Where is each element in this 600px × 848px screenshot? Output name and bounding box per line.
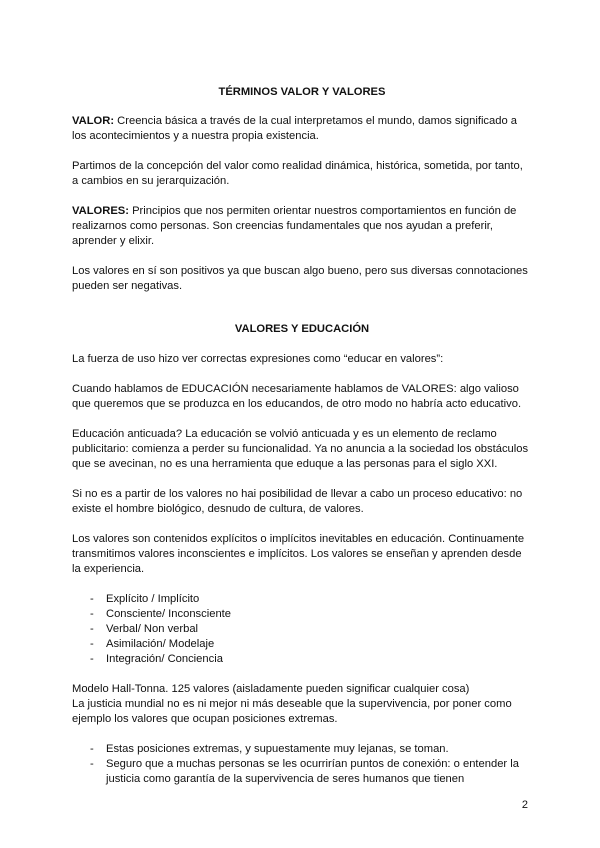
paragraph-proceso-educativo: Si no es a partir de los valores no hai posibilidad de llevar a cabo un proceso educativo: no existe el hombre biológico, desnudo de cultura, de valores. bbox=[72, 488, 523, 515]
paragraph-contenidos-explicitos: Los valores son contenidos explícitos o implícitos inevitables en educación. Continuamente transmitimos valores inconscientes e implícitos. Los valores se enseñan y aprenden desde la experiencia. bbox=[72, 533, 525, 575]
valores-text: Principios que nos permiten orientar nuestros comportamientos en función de realizarnos como personas. Son creencias fundamentales que nos ayudan a preferir, aprender y elixir. bbox=[72, 205, 517, 247]
page-number: 2 bbox=[521, 799, 528, 811]
list-item: - Explícito / Implícito bbox=[90, 592, 532, 607]
page-content bbox=[72, 85, 532, 787]
paragraph-valores-definition bbox=[72, 204, 532, 249]
valor-label: VALOR: bbox=[72, 115, 115, 127]
extremes-list bbox=[72, 742, 532, 787]
section-title-educacion: VALORES Y EDUCACIÓN bbox=[234, 323, 370, 335]
paragraph-fuerza-uso: La fuerza de uso hizo ver correctas expresiones como “educar en valores”: bbox=[72, 353, 444, 365]
section-title-terminos: TÉRMINOS VALOR Y VALORES bbox=[218, 86, 386, 98]
list-item: - Seguro que a muchas personas se les ocurrirían puntos de conexión: o entender la justicia como garantía de la supervivencia de seres humanos que tienen bbox=[90, 757, 532, 787]
list-item: - Integración/ Conciencia bbox=[90, 652, 532, 667]
paragraph-educacion-anticuada: Educación anticuada? La educación se volvió anticuada y es un elemento de reclamo publicitario: comienza a perder su funcionalidad. Ya no anuncia a la sociedad los obstáculos que se avecinan, no es una herramienta que eduque a las personas para el siglo XXI. bbox=[72, 428, 529, 470]
list-item: - Consciente/ Inconsciente bbox=[90, 607, 532, 622]
paragraph-valor-definition bbox=[72, 114, 532, 144]
paragraph-positivos: Los valores en sí son positivos ya que buscan algo bueno, pero sus diversas connotaciones pueden ser negativas. bbox=[72, 265, 528, 292]
list-item: - Verbal/ Non verbal bbox=[90, 622, 532, 637]
paragraph-partimos: Partimos de la concepción del valor como realidad dinámica, histórica, sometida, por tanto, a cambios en su jerarquización. bbox=[72, 160, 523, 187]
paragraph-justicia-mundial: La justicia mundial no es ni mejor ni más deseable que la supervivencia, por poner como ejemplo los valores que ocupan posiciones extremas. bbox=[72, 698, 512, 725]
list-item: - Estas posiciones extremas, y supuestamente muy lejanas, se toman. bbox=[90, 742, 532, 757]
paragraph-hall-tonna: Modelo Hall-Tonna. 125 valores (aisladamente pueden significar cualquier cosa) bbox=[72, 683, 470, 695]
paragraph-educacion-valores: Cuando hablamos de EDUCACIÓN necesariamente hablamos de VALORES: algo valioso que queremos que se produzca en los educandos, de otro modo no habría acto educativo. bbox=[72, 383, 522, 410]
list-item: - Asimilación/ Modelaje bbox=[90, 637, 532, 652]
valores-label: VALORES: bbox=[72, 205, 129, 217]
dimensions-list bbox=[72, 592, 532, 667]
valor-text: Creencia básica a través de la cual interpretamos el mundo, damos significado a los acontecimientos y a nuestra propia existencia. bbox=[72, 115, 518, 142]
